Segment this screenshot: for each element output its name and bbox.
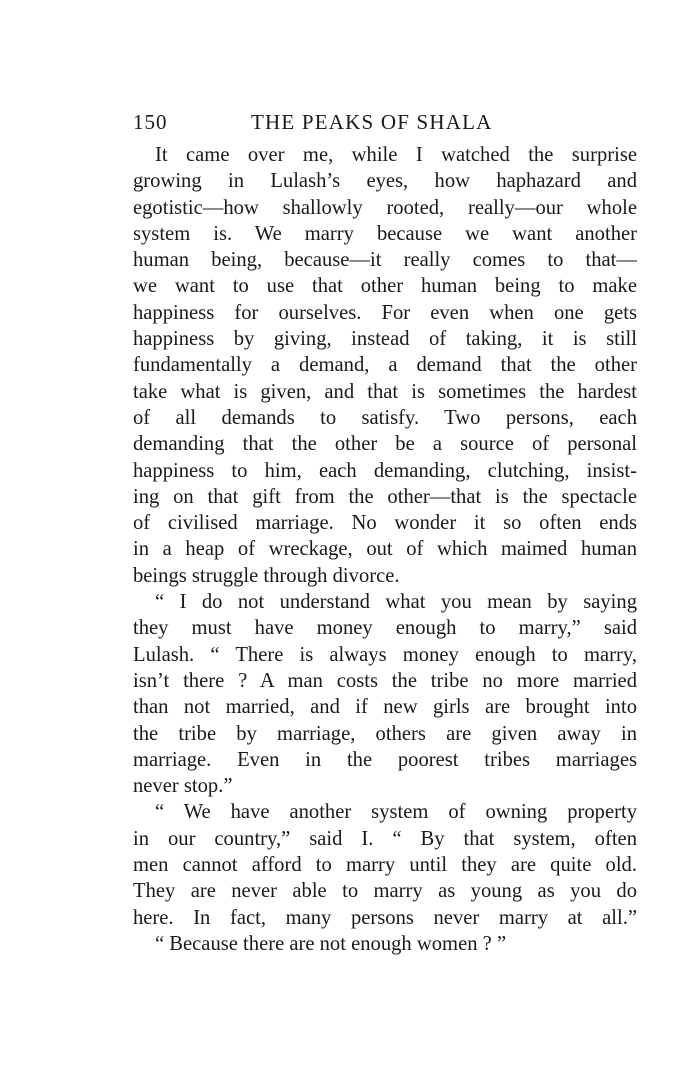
text-line: happiness by giving, instead of taking, it is still — [133, 328, 637, 351]
text-line: marriage. Even in the poorest tribes marriages — [133, 748, 637, 771]
text-line: growing in Lulash’s eyes, how haphazard and — [133, 170, 637, 193]
text-line: in our country,” said I. “ By that system, often — [133, 827, 637, 850]
text-line: never stop.” — [133, 775, 233, 798]
text-line: men cannot afford to marry until they are quite old. — [133, 854, 637, 877]
text-line: isn’t there ? A man costs the tribe no more married — [133, 669, 637, 692]
text-line: egotistic—how shallowly rooted, really—our whole — [133, 196, 637, 219]
text-line: we want to use that other human being to make — [133, 275, 637, 298]
text-line: of civilised marriage. No wonder it so often ends — [133, 512, 637, 535]
text-line: beings struggle through divorce. — [133, 564, 400, 587]
text-line: It came over me, while I watched the surprise — [155, 144, 637, 166]
text-line: the tribe by marriage, others are given away in — [133, 722, 637, 745]
text-line: fundamentally a demand, a demand that the other — [133, 354, 637, 377]
text-line: system is. We marry because we want another — [133, 222, 637, 245]
running-head: THE PEAKS OF SHALA — [251, 110, 493, 134]
text-line: “ Because there are not enough women ? ” — [155, 932, 507, 955]
text-line: Lulash. “ There is always money enough to marry, — [133, 643, 637, 666]
body-text — [133, 142, 637, 957]
text-line: in a heap of wreckage, out of which maimed human — [133, 538, 637, 561]
text-line: of all demands to satisfy. Two persons, each — [133, 406, 637, 429]
text-line: They are never able to marry as young as you do — [133, 880, 637, 903]
text-line: take what is given, and that is sometimes the hardest — [133, 380, 637, 403]
text-line: demanding that the other be a source of personal — [133, 433, 637, 456]
page-header — [133, 108, 637, 138]
text-line: than not married, and if new girls are brought into — [133, 696, 637, 719]
text-line: happiness to him, each demanding, clutching, insist- — [133, 459, 637, 482]
text-line: ing on that gift from the other—that is the spectacle — [133, 485, 637, 508]
text-line: “ I do not understand what you mean by saying — [155, 591, 637, 614]
page-number: 150 — [133, 110, 168, 134]
text-line: they must have money enough to marry,” said — [133, 617, 637, 640]
text-line: here. In fact, many persons never marry at all.” — [133, 906, 637, 929]
text-line: human being, because—it really comes to that— — [133, 249, 637, 272]
book-page — [133, 108, 637, 957]
text-line: “ We have another system of owning property — [155, 801, 637, 824]
text-line: happiness for ourselves. For even when one gets — [133, 301, 637, 324]
